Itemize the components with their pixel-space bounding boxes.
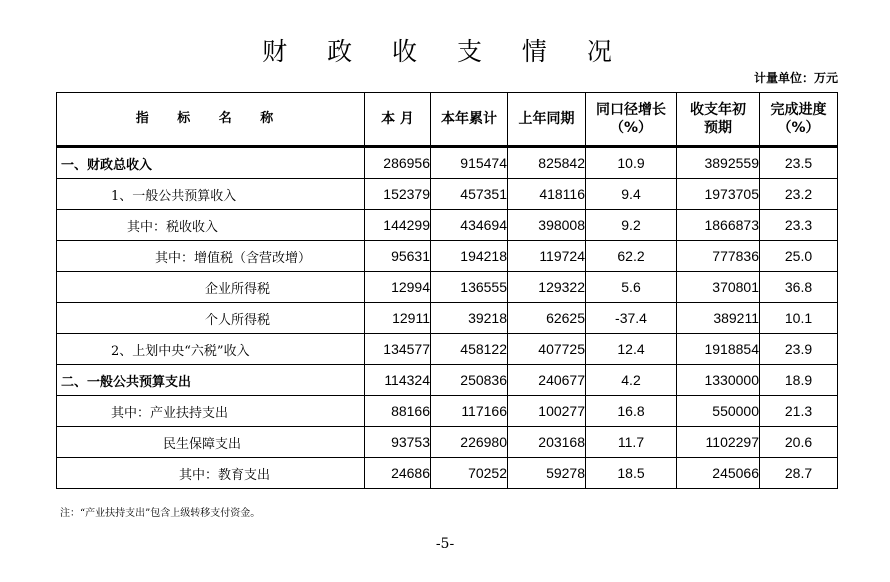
- cell-month: 24686: [365, 458, 431, 489]
- cell-growth: 9.4: [586, 179, 677, 210]
- header-growth: 同口径增长 （%）: [586, 93, 677, 147]
- cell-prev: 398008: [508, 210, 586, 241]
- cell-growth: -37.4: [586, 303, 677, 334]
- cell-growth: 10.9: [586, 147, 677, 179]
- header-progress: 完成进度 （%）: [760, 93, 838, 147]
- page-title: 财 政 收 支 情 况: [262, 37, 628, 66]
- cell-ytd: 915474: [431, 147, 508, 179]
- table-row: [57, 147, 838, 179]
- cell-month: 134577: [365, 334, 431, 365]
- cell-growth: 62.2: [586, 241, 677, 272]
- header-ytd: 本年累计: [431, 93, 508, 147]
- table-row: [57, 427, 838, 458]
- table-row: [57, 210, 838, 241]
- cell-ytd: 136555: [431, 272, 508, 303]
- cell-month: 95631: [365, 241, 431, 272]
- cell-prev: 100277: [508, 396, 586, 427]
- table-row: [57, 334, 838, 365]
- cell-progress: 28.7: [760, 458, 838, 489]
- cell-growth: 11.7: [586, 427, 677, 458]
- cell-month: 152379: [365, 179, 431, 210]
- footnote: 注：“产业扶持支出”包含上级转移支付资金。: [60, 508, 261, 519]
- table-row: [57, 365, 838, 396]
- cell-month: 114324: [365, 365, 431, 396]
- cell-progress: 23.2: [760, 179, 838, 210]
- cell-prev: 407725: [508, 334, 586, 365]
- header-prev: 上年同期: [508, 93, 586, 147]
- row-label: 企业所得税: [57, 272, 365, 303]
- row-label: 1、一般公共预算收入: [57, 179, 365, 210]
- table-row: [57, 458, 838, 489]
- cell-progress: 21.3: [760, 396, 838, 427]
- row-label: 其中：增值税（含营改增）: [57, 241, 365, 272]
- cell-progress: 25.0: [760, 241, 838, 272]
- cell-budget: 1918854: [677, 334, 760, 365]
- cell-budget: 370801: [677, 272, 760, 303]
- cell-growth: 4.2: [586, 365, 677, 396]
- cell-progress: 23.5: [760, 147, 838, 179]
- cell-prev: 129322: [508, 272, 586, 303]
- row-label: 其中：教育支出: [57, 458, 365, 489]
- cell-growth: 16.8: [586, 396, 677, 427]
- cell-budget: 1330000: [677, 365, 760, 396]
- cell-ytd: 457351: [431, 179, 508, 210]
- cell-growth: 12.4: [586, 334, 677, 365]
- cell-prev: 203168: [508, 427, 586, 458]
- header-month: 本 月: [365, 93, 431, 147]
- cell-budget: 1866873: [677, 210, 760, 241]
- table-row: [57, 303, 838, 334]
- cell-growth: 18.5: [586, 458, 677, 489]
- cell-prev: 825842: [508, 147, 586, 179]
- cell-budget: 1973705: [677, 179, 760, 210]
- cell-ytd: 458122: [431, 334, 508, 365]
- unit-note: 计量单位：万元: [753, 71, 838, 85]
- cell-month: 93753: [365, 427, 431, 458]
- cell-progress: 36.8: [760, 272, 838, 303]
- cell-ytd: 226980: [431, 427, 508, 458]
- cell-budget: 389211: [677, 303, 760, 334]
- row-label: 二、一般公共预算支出: [57, 365, 365, 396]
- row-label: 其中：产业扶持支出: [57, 396, 365, 427]
- table-row: [57, 179, 838, 210]
- cell-month: 144299: [365, 210, 431, 241]
- row-label: 个人所得税: [57, 303, 365, 334]
- cell-progress: 18.9: [760, 365, 838, 396]
- table-row: [57, 272, 838, 303]
- cell-ytd: 194218: [431, 241, 508, 272]
- cell-ytd: 39218: [431, 303, 508, 334]
- table-header-row: [57, 93, 838, 147]
- cell-ytd: 117166: [431, 396, 508, 427]
- cell-budget: 1102297: [677, 427, 760, 458]
- cell-progress: 23.3: [760, 210, 838, 241]
- table-row: [57, 241, 838, 272]
- cell-progress: 20.6: [760, 427, 838, 458]
- cell-budget: 550000: [677, 396, 760, 427]
- cell-progress: 10.1: [760, 303, 838, 334]
- cell-prev: 240677: [508, 365, 586, 396]
- cell-month: 12911: [365, 303, 431, 334]
- cell-prev: 62625: [508, 303, 586, 334]
- header-budget: 收支年初 预期: [677, 93, 760, 147]
- cell-budget: 245066: [677, 458, 760, 489]
- table-row: [57, 396, 838, 427]
- cell-budget: 3892559: [677, 147, 760, 179]
- page-number: -5-: [435, 536, 455, 552]
- header-name: 指 标 名 称: [57, 93, 365, 147]
- cell-month: 88166: [365, 396, 431, 427]
- cell-ytd: 434694: [431, 210, 508, 241]
- cell-month: 12994: [365, 272, 431, 303]
- row-label: 其中：税收收入: [57, 210, 365, 241]
- fiscal-table: [56, 92, 838, 489]
- cell-prev: 59278: [508, 458, 586, 489]
- cell-growth: 9.2: [586, 210, 677, 241]
- row-label: 民生保障支出: [57, 427, 365, 458]
- cell-ytd: 250836: [431, 365, 508, 396]
- cell-ytd: 70252: [431, 458, 508, 489]
- cell-prev: 119724: [508, 241, 586, 272]
- cell-budget: 777836: [677, 241, 760, 272]
- cell-prev: 418116: [508, 179, 586, 210]
- row-label: 2、上划中央“六税”收入: [57, 334, 365, 365]
- cell-progress: 23.9: [760, 334, 838, 365]
- row-label: 一、财政总收入: [57, 147, 365, 179]
- cell-growth: 5.6: [586, 272, 677, 303]
- cell-month: 286956: [365, 147, 431, 179]
